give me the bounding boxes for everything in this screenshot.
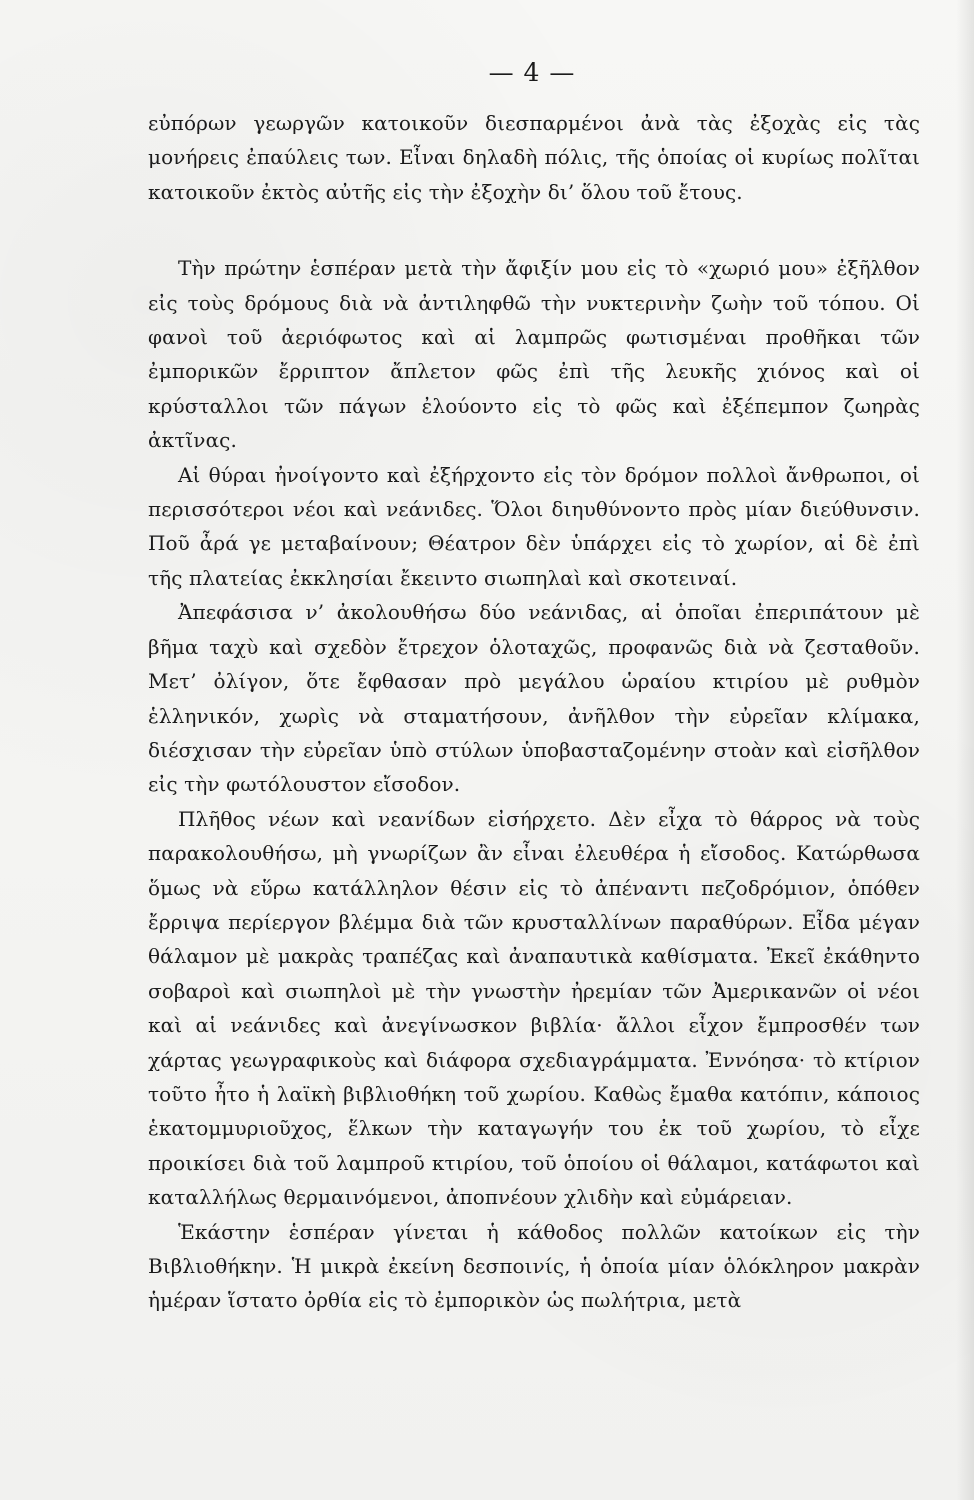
paragraph-6: Ἑκάστην ἑσπέραν γίνεται ἡ κάθοδος πολλῶν κατοίκων εἰς τὴν Βιβλιοθήκην. Ἡ μικρὰ ἐκείνη δεσποινίς, ἡ ὁποία μίαν ὁλόκληρον μακρὰν ἡμέραν ἵστατο ὀρθία εἰς τὸ ἐμπορικὸν ὡς πωλήτρια, μετὰ	[148, 1219, 920, 1313]
paragraph-4: Ἀπεφάσισα ν’ ἀκολουθήσω δύο νεάνιδας, αἱ ὁποῖαι ἐπεριπάτουν μὲ βῆμα ταχὺ καὶ σχεδὸν ἔτρεχον ὁλοταχῶς, προφανῶς διὰ νὰ ζεσταθοῦν. Μετ’ ὀλίγον, ὅτε ἔφθασαν πρὸ μεγάλου ὡραίου κτιρίου μὲ ρυθμὸν ἑλληνικόν, χωρὶς νὰ σταματήσουν, ἀνῆλθον τὴν εὐρεῖαν κλίμακα, διέσχισαν τὴν εὐρεῖαν ὑπὸ στύλων ὑποβασταζομένην στοὰν καὶ εἰσῆλθον εἰς τὴν φωτόλουστον εἴσοδον.	[148, 600, 920, 797]
paragraph-2: Τὴν πρώτην ἑσπέραν μετὰ τὴν ἄφιξίν μου εἰς τὸ «χωριό μου» ἐξῆλθον εἰς τοὺς δρόμους διὰ νὰ ἀντιληφθῶ τὴν νυκτερινὴν ζωὴν τοῦ τόπου. Οἱ φανοὶ τοῦ ἀεριόφωτος καὶ αἱ λαμπρῶς φωτισμέναι προθῆκαι τῶν ἐμπορικῶν ἔρριπτον ἄπλετον φῶς ἐπὶ τῆς λευκῆς χιόνος καὶ οἱ κρύσταλλοι τῶν πάγων ἐλούοντο εἰς τὸ φῶς καὶ ἐξέπεμπον ζωηρὰς ἀκτῖνας.	[148, 256, 920, 453]
paragraph-1: εὐπόρων γεωργῶν κατοικοῦν διεσπαρμένοι ἀνὰ τὰς ἐξοχὰς εἰς τὰς μονήρεις ἐπαύλεις των. Εἶναι δηλαδὴ πόλις, τῆς ὁποίας οἱ κυρίως πολῖται κατοικοῦν ἐκτὸς αὐτῆς εἰς τὴν ἐξοχὴν δι’ ὅλου τοῦ ἔτους.	[148, 111, 920, 204]
paragraph-5: Πλῆθος νέων καὶ νεανίδων εἰσήρχετο. Δὲν εἶχα τὸ θάρρος νὰ τοὺς παρακολουθήσω, μὴ γνωρίζων ἂν εἶναι ἐλευθέρα ἡ εἴσοδος. Κατώρθωσα ὅμως νὰ εὕρω κατάλληλον θέσιν εἰς τὸ ἀπέναντι πεζοδρόμιον, ὁπόθεν ἔρριψα περίεργον βλέμμα διὰ τῶν κρυσταλλίνων παραθύρων. Εἶδα μέγαν θάλαμον μὲ μακρὰς τραπέζας καὶ ἀναπαυτικὰ καθίσματα. Ἐκεῖ ἐκάθηντο σοβαροὶ καὶ σιωπηλοὶ μὲ τὴν γνωστὴν ἠρεμίαν τῶν Ἀμερικανῶν οἱ νέοι καὶ αἱ νεάνιδες καὶ ἀνεγίνωσκον βιβλία· ἄλλοι εἶχον ἔμπροσθέν των χάρτας γεωγραφικοὺς καὶ διάφορα σχεδιαγράμματα. Ἐννόησα· τὸ κτίριον τοῦτο ἦτο ἡ λαϊκὴ βιβλιοθήκη τοῦ χωρίου. Καθὼς ἔμαθα κατόπιν, κάποιος ἑκατομμυριοῦχος, ἕλκων τὴν καταγωγήν του ἐκ τοῦ χωρίου, τὸ εἶχε προικίσει διὰ τοῦ λαμπροῦ κτιρίου, τοῦ ὁποίου οἱ θάλαμοι, κατάφωτοι καὶ καταλλήλως θερμαινόμενοι, ἀποπνέουν χλιδὴν καὶ εὐμάρειαν.	[148, 806, 920, 1210]
page-number: — 4 —	[488, 58, 576, 87]
page-body	[148, 106, 920, 1318]
paragraph-3: Αἱ θύραι ἠνοίγοντο καὶ ἐξήρχοντο εἰς τὸν δρόμον πολλοὶ ἄνθρωποι, οἱ περισσότεροι νέοι καὶ νεάνιδες. Ὅλοι διηυθύνοντο πρὸς μίαν διεύθυνσιν. Ποῦ ἆρά γε μεταβαίνουν; Θέατρον δὲν ὑπάρχει εἰς τὸ χωρίον, αἱ δὲ ἐπὶ τῆς πλατείας ἐκκλησίαι ἔκειντο σιωπηλαὶ καὶ σκοτειναί.	[148, 462, 920, 590]
